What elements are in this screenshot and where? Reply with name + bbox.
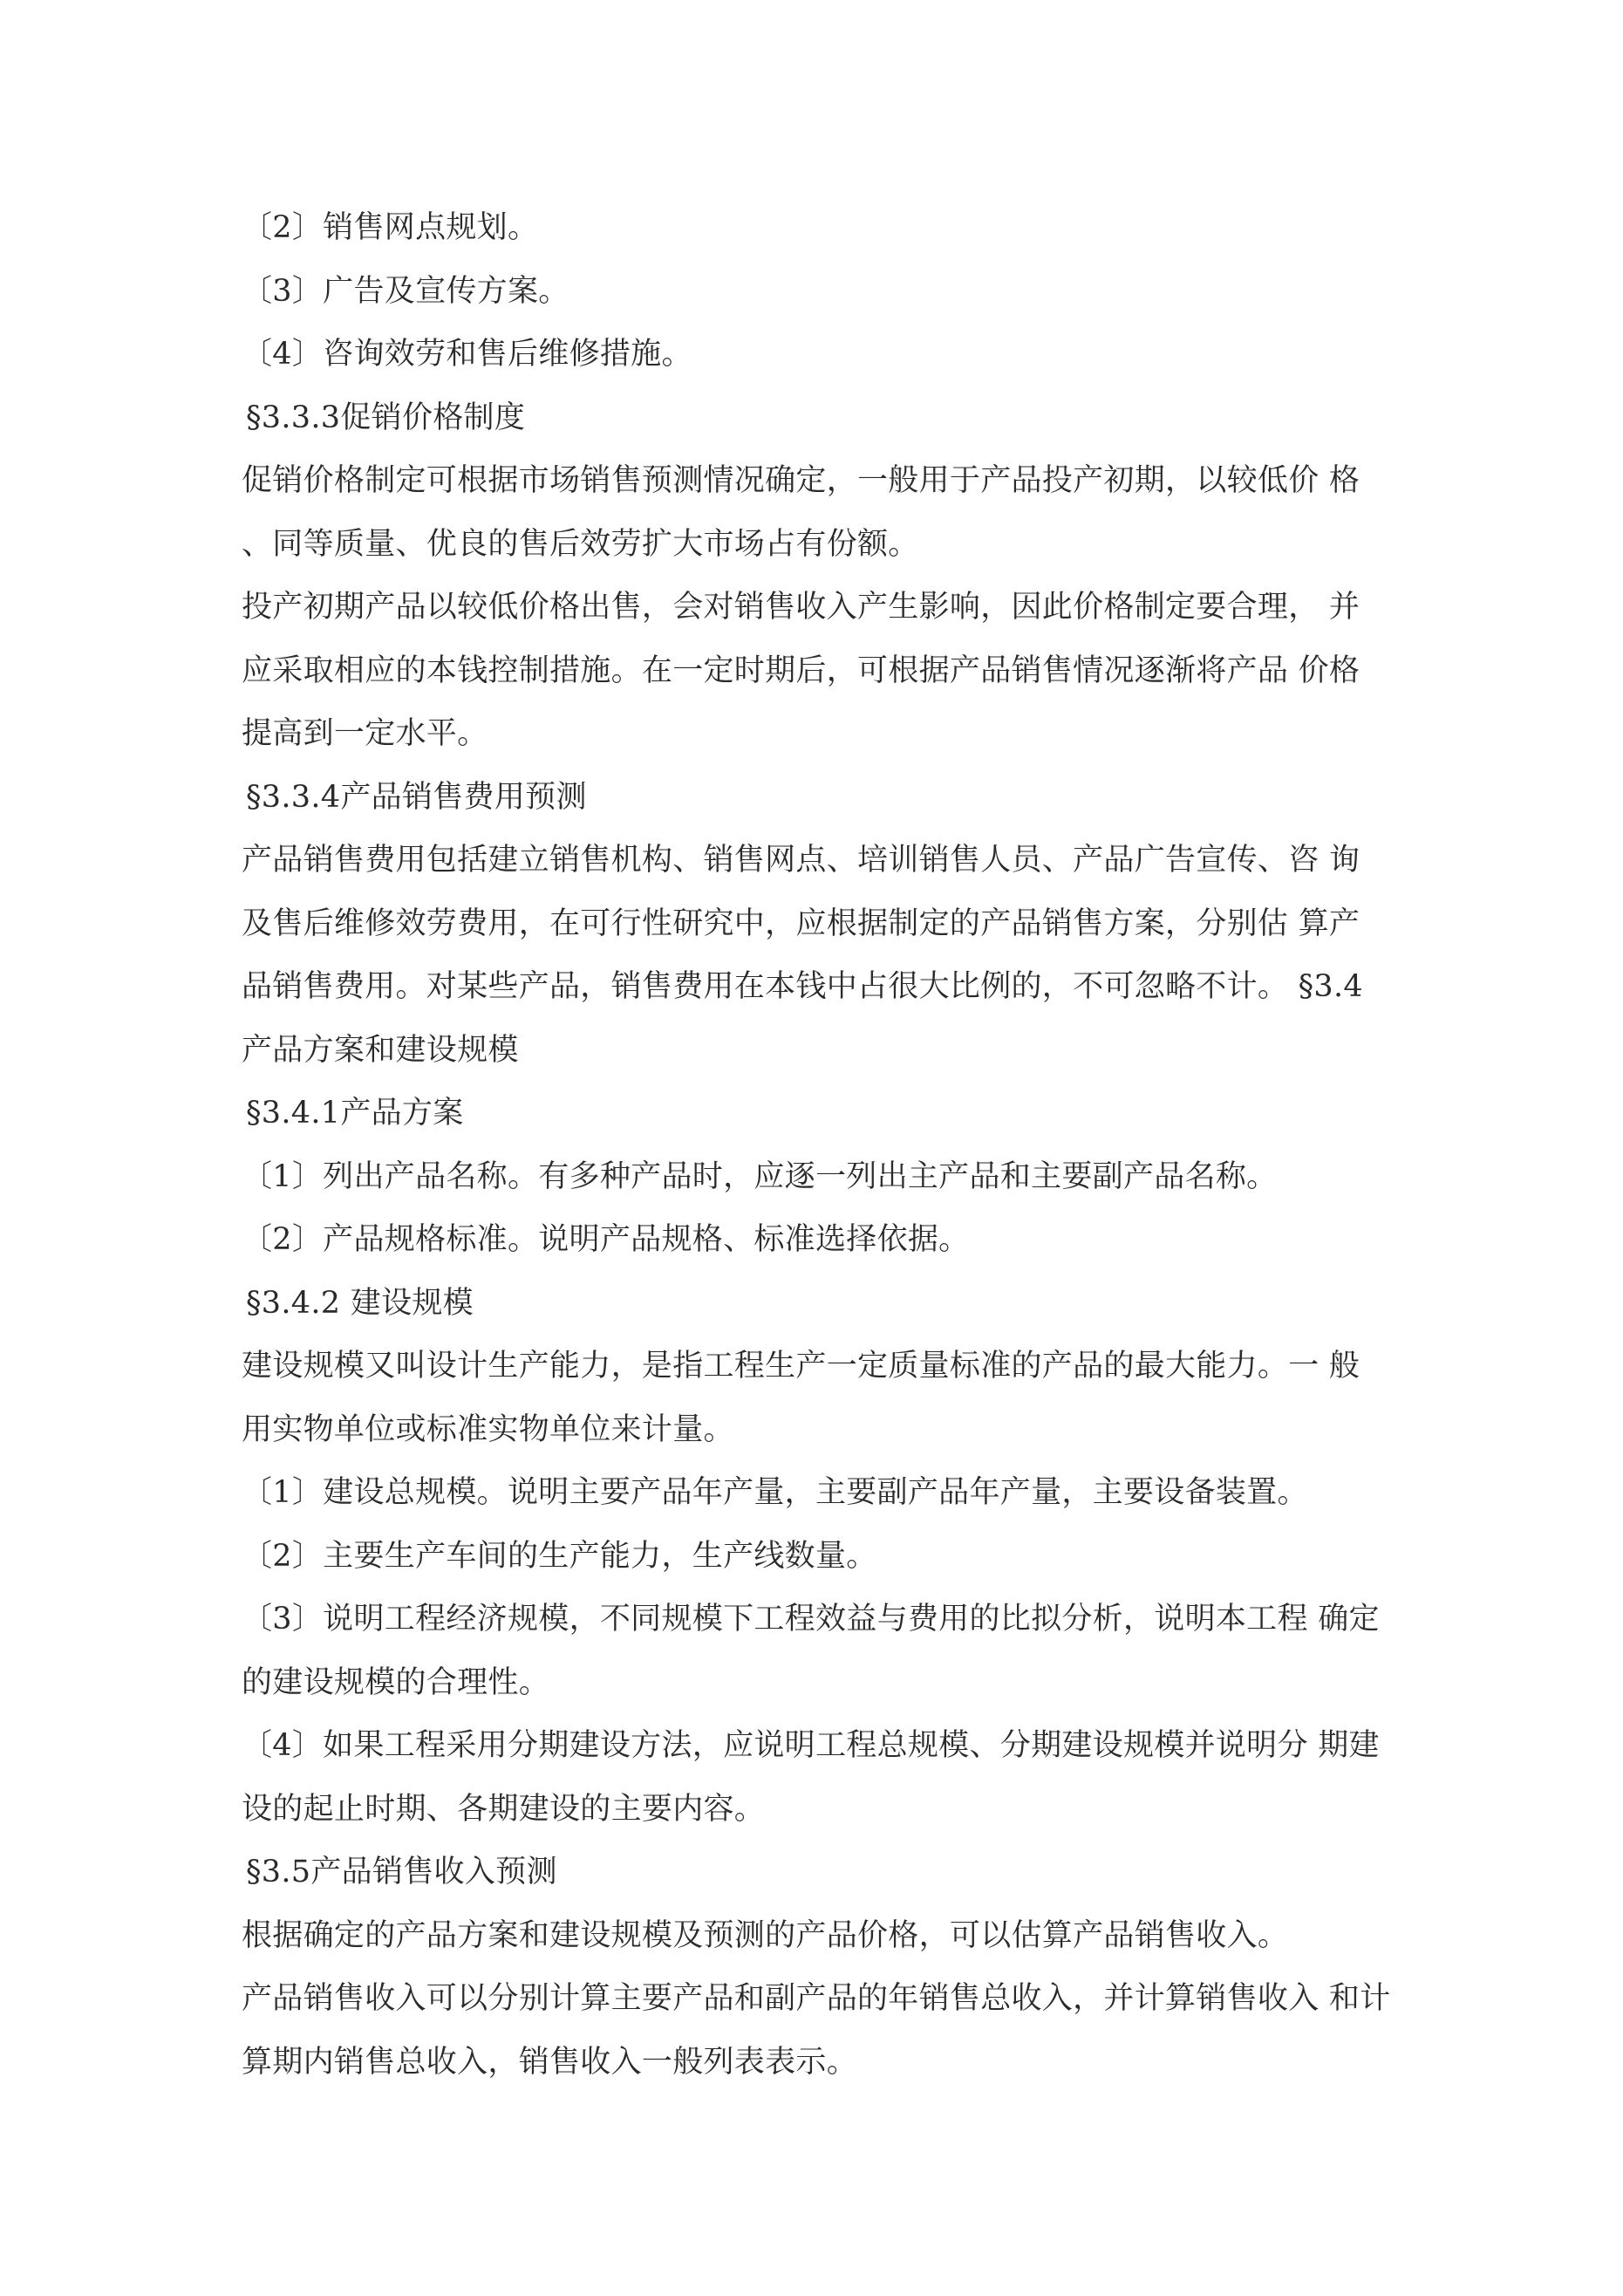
paragraph-line: 产品销售收入可以分别计算主要产品和副产品的年销售总收入，并计算销售收入 和计 bbox=[242, 1981, 1391, 2016]
list-item-total-scale: 〔1〕建设总规模。说明主要产品年产量，主要副产品年产量，主要设备装置。 bbox=[242, 1475, 1308, 1510]
paragraph-line: 根据确定的产品方案和建设规模及预测的产品价格，可以估算产品销售收入。 bbox=[242, 1917, 1289, 1953]
paragraph-line: 提高到一定水平。 bbox=[242, 716, 488, 751]
paragraph-line: 产品销售费用包括建立销售机构、销售网点、培训销售人员、产品广告宣传、咨 询 bbox=[242, 843, 1360, 878]
paragraph-line: 促销价格制定可根据市场销售预测情况确定，一般用于产品投产初期，以较低价 格 bbox=[242, 463, 1360, 498]
section-heading-3-3-4: §3.3.4产品销售费用预测 bbox=[246, 779, 587, 815]
paragraph-line: 、同等质量、优良的售后效劳扩大市场占有份额。 bbox=[242, 526, 919, 562]
section-heading-3-3-3: §3.3.3促销价格制度 bbox=[246, 400, 526, 435]
list-item-sales-network: 〔2〕销售网点规划。 bbox=[242, 210, 539, 245]
paragraph-line: 算期内销售总收入，销售收入一般列表表示。 bbox=[242, 2044, 858, 2080]
list-item-product-name: 〔1〕列出产品名称。有多种产品时，应逐一列出主产品和主要副产品名称。 bbox=[242, 1158, 1278, 1194]
section-heading-3-5: §3.5产品销售收入预测 bbox=[246, 1855, 557, 1889]
list-item-advertising: 〔3〕广告及宣传方案。 bbox=[242, 273, 569, 309]
list-item-phased-construction: 〔4〕如果工程采用分期建设方法，应说明工程总规模、分期建设规模并说明分 期建 bbox=[242, 1728, 1380, 1763]
paragraph-line: 的建设规模的合理性。 bbox=[242, 1664, 550, 1700]
section-heading-3-4-1: §3.4.1产品方案 bbox=[246, 1096, 464, 1131]
list-item-consulting-service: 〔4〕咨询效劳和售后维修措施。 bbox=[242, 337, 692, 372]
section-heading-3-4: 产品方案和建设规模 bbox=[242, 1032, 519, 1068]
section-heading-3-4-2: §3.4.2 建设规模 bbox=[246, 1285, 474, 1321]
document-body bbox=[242, 196, 1401, 2094]
list-item-product-spec: 〔2〕产品规格标准。说明产品规格、标准选择依据。 bbox=[242, 1222, 970, 1257]
paragraph-line: 建设规模又叫设计生产能力，是指工程生产一定质量标准的产品的最大能力。一 般 bbox=[242, 1349, 1360, 1384]
paragraph-line: 品销售费用。对某些产品，销售费用在本钱中占很大比例的，不可忽略不计。 §3.4 bbox=[242, 969, 1363, 1004]
paragraph-line: 投产初期产品以较低价格出售，会对销售收入产生影响，因此价格制定要合理， 并 bbox=[242, 590, 1360, 625]
paragraph-line: 应采取相应的本钱控制措施。在一定时期后，可根据产品销售情况逐渐将产品 价格 bbox=[242, 653, 1360, 688]
paragraph-line: 用实物单位或标准实物单位来计量。 bbox=[242, 1411, 734, 1447]
paragraph-line: 设的起止时期、各期建设的主要内容。 bbox=[242, 1791, 766, 1827]
paragraph-line: 及售后维修效劳费用，在可行性研究中，应根据制定的产品销售方案，分别估 算产 bbox=[242, 905, 1360, 941]
list-item-economic-scale: 〔3〕说明工程经济规模，不同规模下工程效益与费用的比拟分析，说明本工程 确定 bbox=[242, 1602, 1380, 1637]
list-item-production-capacity: 〔2〕主要生产车间的生产能力，生产线数量。 bbox=[242, 1538, 877, 1574]
